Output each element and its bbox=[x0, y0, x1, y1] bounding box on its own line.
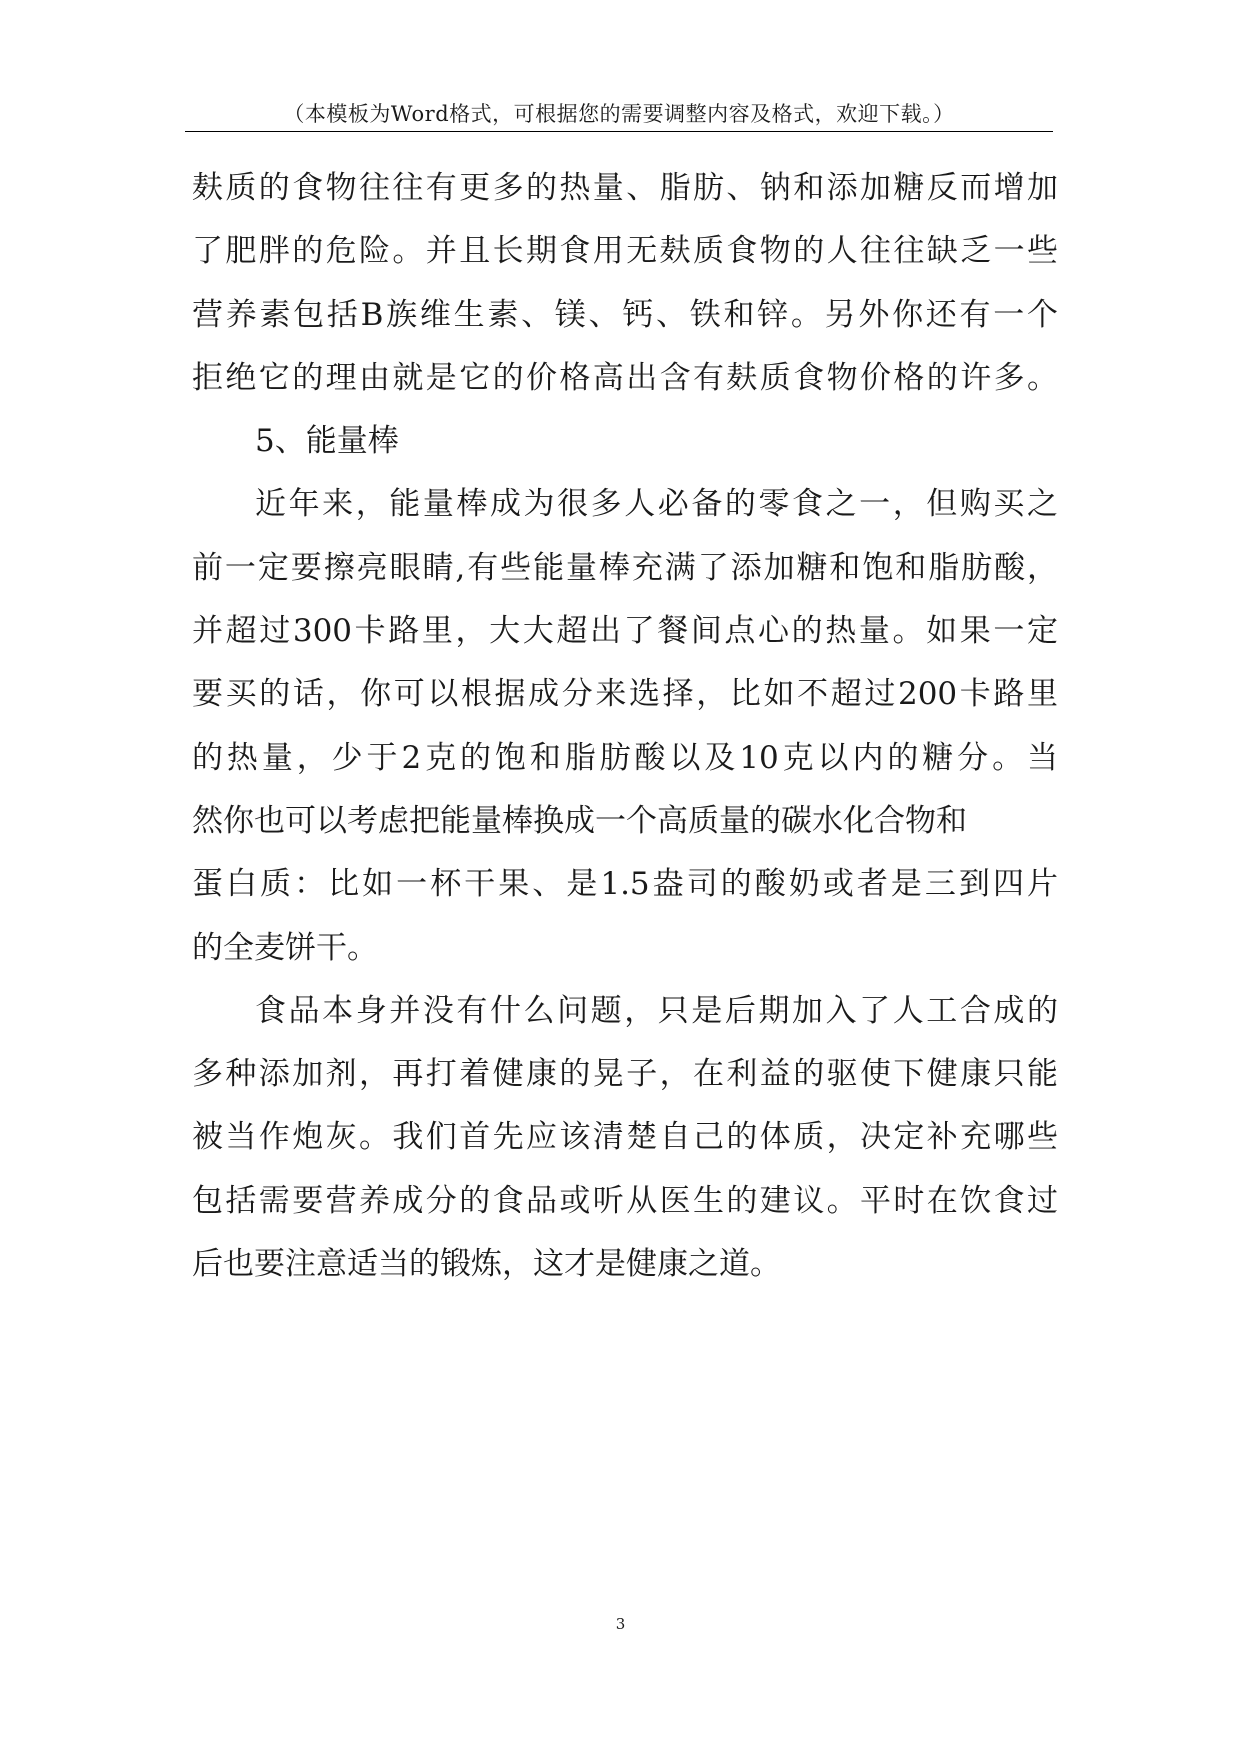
paragraph-gluten-free bbox=[192, 157, 1058, 410]
text-line: 近年来，能量棒成为很多人必备的零食之一，但购买之 bbox=[255, 486, 1058, 523]
header-divider bbox=[185, 131, 1053, 132]
template-note-header: （本模板为Word格式，可根据您的需要调整内容及格式，欢迎下载。） bbox=[283, 102, 955, 126]
text-line: 营养素包括B族维生素、镁、钙、铁和锌。另外你还有一个 bbox=[192, 296, 1058, 333]
text-line: 蛋白质：比如一杯干果、是1.5盎司的酸奶或者是三到四片 bbox=[192, 866, 1058, 903]
text-line: 了肥胖的危险。并且长期食用无麸质食物的人往往缺乏一些 bbox=[192, 233, 1058, 270]
text-line: 被当作炮灰。我们首先应该清楚自己的体质，决定补充哪些 bbox=[192, 1119, 1058, 1156]
text-line: 多种添加剂，再打着健康的晃子，在利益的驱使下健康只能 bbox=[192, 1056, 1058, 1093]
section-heading: 5、能量棒 bbox=[255, 423, 399, 460]
paragraph-conclusion bbox=[192, 980, 1058, 1296]
text-line: 的全麦饼干。 bbox=[192, 929, 378, 966]
text-line: 然你也可以考虑把能量棒换成一个高质量的碳水化合物和 bbox=[192, 802, 967, 839]
text-line: 前一定要擦亮眼睛,有些能量棒充满了添加糖和饱和脂肪酸， bbox=[192, 549, 1058, 586]
paragraph-energy-bar bbox=[192, 473, 1058, 979]
text-line: 拒绝它的理由就是它的价格高出含有麸质食物价格的许多。 bbox=[192, 359, 1058, 396]
text-line: 要买的话，你可以根据成分来选择，比如不超过200卡路里 bbox=[192, 676, 1058, 713]
text-line: 并超过300卡路里，大大超出了餐间点心的热量。如果一定 bbox=[192, 613, 1058, 650]
text-line: 麸质的食物往往有更多的热量、脂肪、钠和添加糖反而增加 bbox=[192, 170, 1058, 206]
text-line: 包括需要营养成分的食品或听从医生的建议。平时在饮食过 bbox=[192, 1182, 1058, 1219]
section-heading-energy-bar bbox=[192, 410, 1058, 473]
text-line: 的热量，少于2克的饱和脂肪酸以及10克以内的糖分。当 bbox=[192, 739, 1058, 776]
page-number: 3 bbox=[615, 1615, 626, 1633]
text-line: 后也要注意适当的锻炼，这才是健康之道。 bbox=[192, 1246, 781, 1283]
document-body bbox=[192, 157, 1058, 1296]
text-line: 食品本身并没有什么问题，只是后期加入了人工合成的 bbox=[255, 992, 1058, 1029]
